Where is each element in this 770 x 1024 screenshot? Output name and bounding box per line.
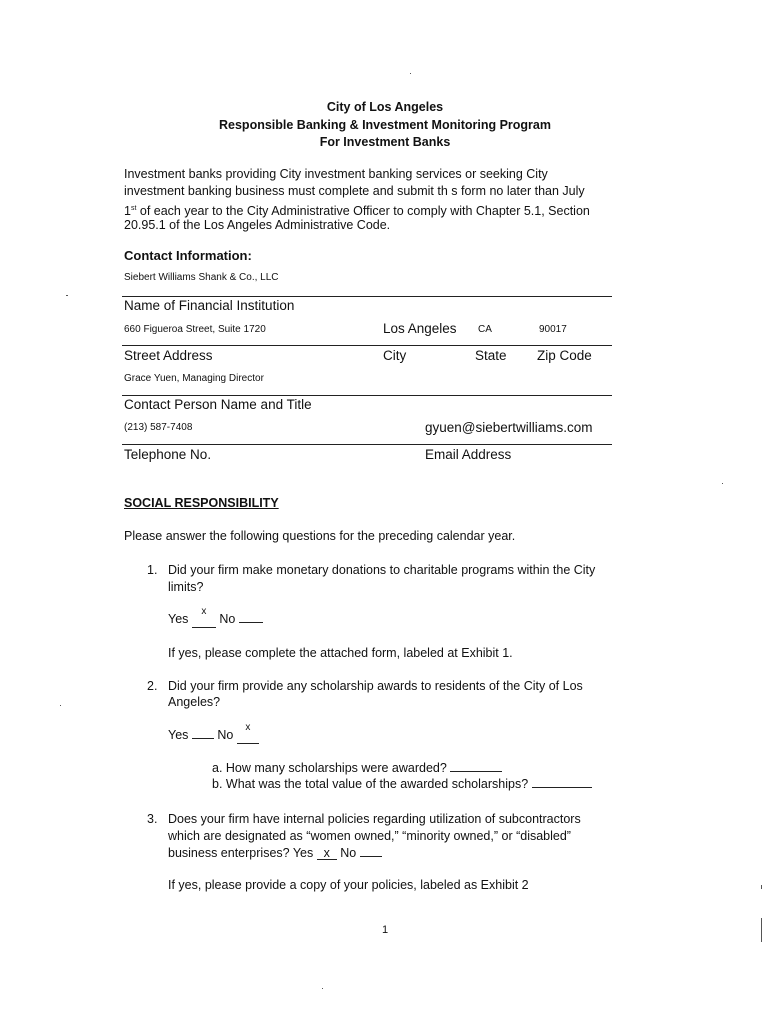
q2-sub-a: a. How many scholarships were awarded? [212, 760, 502, 777]
street-label: Street Address [124, 348, 213, 363]
q2-line-2: Angeles? [168, 695, 221, 709]
q3-line-1: Does your firm have internal policies regarding utilization of subcontractors [168, 812, 581, 826]
address-line [122, 345, 612, 346]
scan-speck [60, 705, 61, 706]
institution-line [122, 296, 612, 297]
page-number: 1 [381, 924, 389, 936]
scan-speck [722, 483, 723, 484]
q3-line-3: business enterprises? Yes x No [168, 845, 382, 862]
q3-followup: If yes, please provide a copy of your policies, labeled as Exhibit 2 [168, 878, 529, 892]
q3-yes-checkbox[interactable]: x [317, 847, 337, 860]
scan-edge-mark [761, 918, 762, 942]
scan-speck [410, 73, 411, 74]
q2-number: 2. [147, 679, 158, 693]
social-heading: SOCIAL RESPONSIBILITY [124, 496, 279, 510]
person-label: Contact Person Name and Title [124, 397, 312, 412]
zip-value: 90017 [539, 324, 567, 335]
q3-number: 3. [147, 812, 158, 826]
scan-speck [66, 295, 68, 296]
program-title: Responsible Banking & Investment Monitoring Program [219, 118, 551, 132]
phone-email-line [122, 444, 612, 445]
q2-line-1: Did your firm provide any scholarship awards to residents of the City of Los [168, 679, 583, 693]
city-label: City [383, 348, 407, 363]
email-value: gyuen@siebertwilliams.com [425, 420, 593, 435]
scan-speck [761, 885, 762, 889]
q1-no-checkbox[interactable] [239, 622, 263, 623]
scholarship-count-field[interactable] [450, 771, 502, 772]
city-value: Los Angeles [383, 321, 457, 336]
person-line [122, 395, 612, 396]
intro-line-4: 20.95.1 of the Los Angeles Administrative Code. [124, 218, 391, 232]
intro-line-3: 1st of each year to the City Administrative Officer to comply with Chapter 5.1, Section [124, 204, 590, 219]
q3-no-checkbox[interactable] [360, 856, 382, 857]
scholarship-value-field[interactable] [532, 787, 592, 788]
contact-heading: Contact Information: [124, 248, 252, 263]
intro-line-1: Investment banks providing City investment banking services or seeking City [124, 167, 548, 181]
phone-label: Telephone No. [124, 447, 212, 462]
document-title: City of Los Angeles [326, 100, 444, 114]
institution-label: Name of Financial Institution [124, 298, 295, 313]
q1-answer: Yes $^x$ No [168, 611, 263, 628]
q3-line-2: which are designated as “women owned,” “minority owned,” or “disabled” [168, 829, 571, 843]
state-value: CA [478, 324, 492, 335]
q2-sub-b: b. What was the total value of the awarded scholarships? [212, 776, 592, 793]
q1-line-2: limits? [168, 580, 204, 594]
scan-speck [322, 988, 323, 989]
q2-yes-checkbox[interactable] [192, 738, 214, 739]
street-value: 660 Figueroa Street, Suite 1720 [124, 324, 266, 335]
q1-number: 1. [147, 563, 158, 577]
social-instructions: Please answer the following questions for the preceding calendar year. [124, 529, 516, 543]
program-subtitle: For Investment Banks [319, 135, 451, 149]
q2-no-checkbox[interactable]: x [237, 729, 259, 744]
q1-followup: If yes, please complete the attached form, labeled at Exhibit 1. [168, 646, 513, 660]
q1-line-1: Did your firm make monetary donations to charitable programs within the City [168, 563, 596, 577]
institution-value: Siebert Williams Shank & Co., LLC [124, 272, 279, 283]
person-value: Grace Yuen, Managing Director [124, 373, 264, 384]
q2-answer: Yes No $^x$ [168, 727, 259, 744]
q1-yes-checkbox[interactable]: x [192, 613, 216, 628]
state-label: State [475, 348, 507, 363]
intro-line-2: investment banking business must complete and submit th s form no later than July [124, 184, 585, 198]
email-label: Email Address [425, 447, 512, 462]
zip-label: Zip Code [537, 348, 592, 363]
phone-value: (213) 587-7408 [124, 422, 193, 433]
